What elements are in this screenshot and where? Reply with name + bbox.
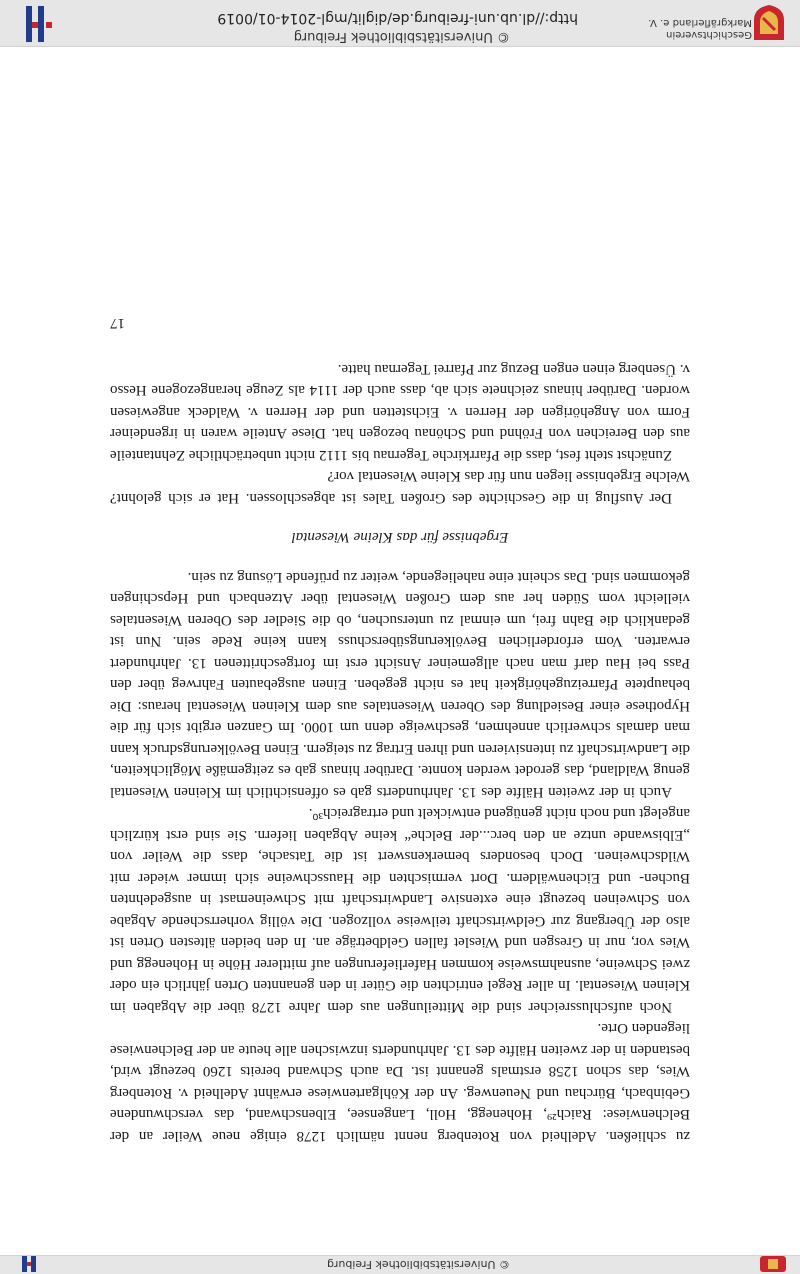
paragraph: Der Ausflug in die Geschichte des Großen Tales ist abgeschlossen. Hat er sich gelohnt? Welche Ergebnisse liegen nun für das Kleine Wiesental vor? bbox=[110, 468, 690, 506]
society-logo-icon bbox=[752, 4, 786, 42]
paragraph: Auch in der zweiten Hälfte des 13. Jahrhunderts gab es offensichtlich im Kleinen Wiesental genug Waldland, das gerodet werden konnte. Darüber hinaus gab es zeitgemäße Möglichkeiten, die Landwirtschaft zu intensivieren und ihren Ertrag zu steigern. Einen Bevölkerungsdruck kann man damals schwerlich annehmen, geschweige denn um 1000. Im Ganzen ergibt sich für die Hypothese einer Besiedlung des Oberen Wiesentales aus dem Kleinen Wiesental heraus: Die behauptete Pfarreizugehörigkeit hat es nicht gegeben. Einen ausgebauten Fahrweg über den Pass bei Hau darf man nach allgemeiner Ansicht erst im fortgeschrittenen 13. Jahrhundert erwarten. Vom erforderlichen Bevölkerungsüberschuss kann keine Rede sein. Nun ist gedanklich die Bahn frei, um einmal zu untersuchen, ob die Siedler des Oberen Wiesentales vielleicht vom Süden her aus dem Großen Wiesental über Atzenbach und Hepschingen gekommen sind. Das scheint eine naheliegende, weiter zu prüfende Lösung zu sein. bbox=[110, 569, 690, 800]
top-toolbar bbox=[0, 1255, 800, 1274]
society-logo-icon bbox=[760, 1256, 786, 1272]
society-name-line2: Markgräflerland e. V. bbox=[648, 17, 752, 28]
page-text bbox=[110, 312, 690, 1146]
footer-bar bbox=[0, 0, 800, 47]
copyright-text: © Universitätsbibliothek Freiburg bbox=[293, 29, 510, 44]
section-heading: Ergebnisse für das Kleine Wiesental bbox=[291, 529, 509, 546]
header-text: © Universitätsbibliothek Freiburg bbox=[327, 1258, 510, 1271]
ub-logo-icon bbox=[14, 4, 54, 42]
paragraph: Noch aufschlussreicher sind die Mitteilungen aus dem Jahre 1278 über die Abgaben im Kleinen Wiesental. In aller Regel entrichten die Güter in den genannten Orten jährlich ein oder zwei Schweine, ausnahmsweise kommen Haferlieferungen auf mittlerer Höhe in Hohenegg und Wies vor, nur in Gresgen und Wieslet fallen Geldbeträge an. In den beiden ältesten Orten ist also der Übergang zur Geldwirtschaft teilweise vollzogen. Die völlig vorherrschende Abgabe von Schweinen bezeugt eine extensive Landwirtschaft mit Schweinemast in ausgedehnten Buchen- und Eichenwäldern. Dort vermischten die Hausschweine sich immer wieder mit Wildschweinen. Doch besonders bemerkenswert ist die Tatsache, dass die Weiler von „Elbiswande untze an den berc...der Belche“ keine Abgaben liefern. Sie sind erst kürzlich angelegt und noch nicht genügend entwickelt und ertragreich³⁰. bbox=[110, 805, 690, 1015]
paragraph: Zunächst steht fest, dass die Pfarrkirche Tegernau bis 1112 nicht unbeträchtliche Zehntanteile aus den Bereichen von Fröhnd und Schönau bezogen hat. Diese Anteile waren in irgendeiner Form von Angehörigen der Herren v. Eichstetten und der Herren v. Waldeck angewiesen worden. Darüber hinaus zeichnete sich ab, dass auch der 1114 als Zeuge herangezogene Hesso v. Üsenberg einen engen Bezug zur Pfarrei Tegernau hatte. bbox=[110, 361, 690, 463]
ub-logo-icon bbox=[14, 1256, 40, 1272]
paragraph: zu schließen. Adelheid von Rotenberg nennt nämlich 1278 einige neue Weiler an der Belchenwiese: Raich²⁹, Hohenegg, Holl, Langensee, Elbenschwand, das verschwundene Gebinbach, Bürchau und Neuenweg. An der Köhlgartenwiese erwähnt Adelheid v. Rotenberg Wies, das schon 1258 erstmals genannt ist. Da auch Schwand bereits 1260 bezeugt wird, bestanden in der zweiten Hälfte des 13. Jahrhunderts inzwischen alle heute an der Belchenwiese liegenden Orte. bbox=[110, 1020, 690, 1144]
page-number: 17 bbox=[110, 315, 125, 332]
society-name-line1: Geschichtsverein bbox=[666, 29, 752, 40]
document-url-link[interactable]: http://dl.ub.uni-freiburg.de/diglit/mgl-2014-01/0019 bbox=[217, 10, 578, 26]
